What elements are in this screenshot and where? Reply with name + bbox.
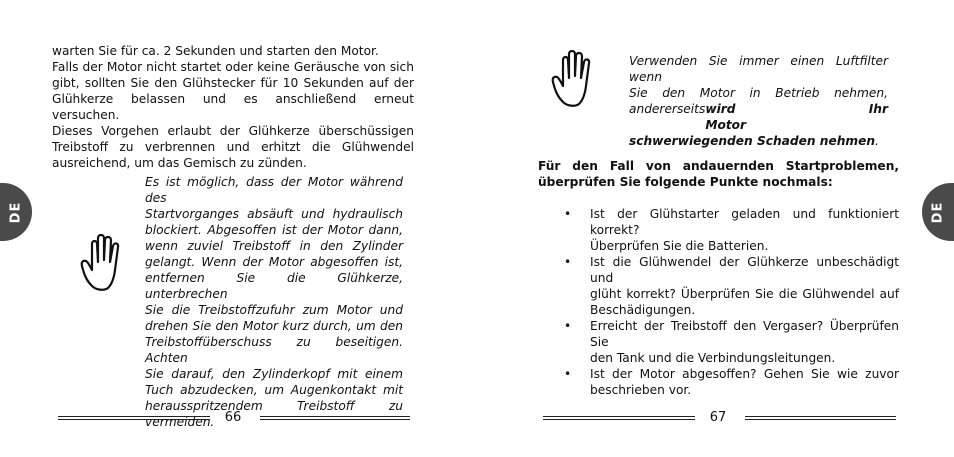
- language-tab-label: DE: [8, 201, 24, 223]
- note-line: [629, 101, 888, 133]
- paragraph-line: gibt, sollten Sie den Glühstecker für 10 Sekunden auf der: [52, 76, 414, 90]
- paragraph-line: ausreichend, um das Gemisch zu zünden.: [52, 156, 307, 170]
- list-item-line: den Tank und die Verbindungsleitungen.: [590, 351, 836, 365]
- right-page: [477, 0, 954, 457]
- list-item-line: Beschädigungen.: [590, 303, 696, 317]
- paragraph-line: Dieses Vorgehen erlaubt der Glühkerze überschüssigen: [52, 124, 414, 138]
- note-line: blockiert. Abgesoffen ist der Motor dann,: [145, 223, 403, 237]
- hand-warning-icon: [549, 46, 599, 108]
- list-item-line: beschrieben vor.: [590, 383, 692, 397]
- note-line: Es ist möglich, dass der Motor während des: [145, 175, 403, 205]
- heading-line: Für den Fall von andauernden Startproblemen,: [538, 159, 899, 173]
- paragraph-line: Treibstoff zu verbrennen und erhitzt die Glühwendel: [52, 140, 414, 154]
- bullet-icon: •: [564, 255, 572, 269]
- list-item-line: Überprüfen Sie die Batterien.: [590, 239, 769, 253]
- note-text: andererseits: [629, 102, 706, 116]
- note-bold-text: schwerwiegenden Schaden nehmen: [629, 134, 876, 148]
- troubleshooting-heading: [538, 158, 899, 190]
- note-bold-text: wird Ihr Motor: [705, 102, 888, 132]
- note-line: Verwenden Sie immer einen Luftfilter wenn: [629, 54, 888, 84]
- page-number: 67: [709, 410, 727, 425]
- note-line: [629, 133, 888, 149]
- note-line: entfernen Sie die Glühkerze, unterbrechen: [145, 271, 403, 301]
- list-item: [538, 206, 899, 254]
- note-line: Sie die Treibstoffzufuhr zum Motor und: [145, 303, 403, 317]
- note-text: .: [875, 134, 879, 148]
- note-line: Tuch abzudecken, um Augenkontakt mit: [145, 383, 403, 397]
- list-item-line: Ist der Motor abgesoffen? Gehen Sie wie zuvor: [590, 367, 899, 381]
- footer-rule-right: [745, 416, 896, 420]
- list-item-line: Erreicht der Treibstoff den Vergaser? Überprüfen Sie: [590, 319, 899, 349]
- list-item-line: glüht korrekt? Überprüfen Sie die Glühwendel auf: [590, 287, 899, 301]
- list-item: [538, 254, 899, 318]
- left-paragraph: [52, 43, 414, 171]
- checklist: [538, 206, 899, 398]
- footer-rule-left: [58, 416, 210, 420]
- list-item-line: Ist der Glühstarter geladen und funktioniert korrekt?: [590, 207, 899, 237]
- left-warning-note: [145, 174, 403, 430]
- right-warning-note: [629, 53, 888, 149]
- note-line: wenn zuviel Treibstoff in den Zylinder: [145, 239, 403, 253]
- list-item-line: Ist die Glühwendel der Glühkerze unbeschädigt und: [590, 255, 899, 285]
- bullet-icon: •: [564, 367, 572, 381]
- note-line: drehen Sie den Motor kurz durch, um den: [145, 319, 403, 333]
- heading-line: überprüfen Sie folgende Punkte nochmals:: [538, 175, 833, 189]
- footer-rule-left: [543, 416, 695, 420]
- paragraph-line: warten Sie für ca. 2 Sekunden und starten den Motor.: [52, 44, 379, 58]
- list-item: [538, 366, 899, 398]
- note-line: Sie den Motor in Betrieb nehmen,: [629, 86, 888, 100]
- hand-warning-icon: [78, 230, 128, 292]
- paragraph-line: Glühkerze belassen und es anschließend erneut versuchen.: [52, 92, 414, 122]
- bullet-icon: •: [564, 319, 572, 333]
- bullet-icon: •: [564, 207, 572, 221]
- page-number: 66: [224, 410, 242, 425]
- footer-rule-right: [260, 416, 410, 420]
- note-line: gelangt. Wenn der Motor abgesoffen ist,: [145, 255, 403, 269]
- note-line: Startvorganges absäuft und hydraulisch: [145, 207, 403, 221]
- paragraph-line: Falls der Motor nicht startet oder keine Geräusche von sich: [52, 60, 414, 74]
- note-line: Treibstoffüberschuss zu beseitigen. Achten: [145, 335, 403, 365]
- language-tab-label: DE: [930, 201, 946, 223]
- list-item: [538, 318, 899, 366]
- note-line: herausspritzendem Treibstoff zu vermeiden.: [145, 399, 403, 429]
- note-line: Sie darauf, den Zylinderkopf mit einem: [145, 367, 403, 381]
